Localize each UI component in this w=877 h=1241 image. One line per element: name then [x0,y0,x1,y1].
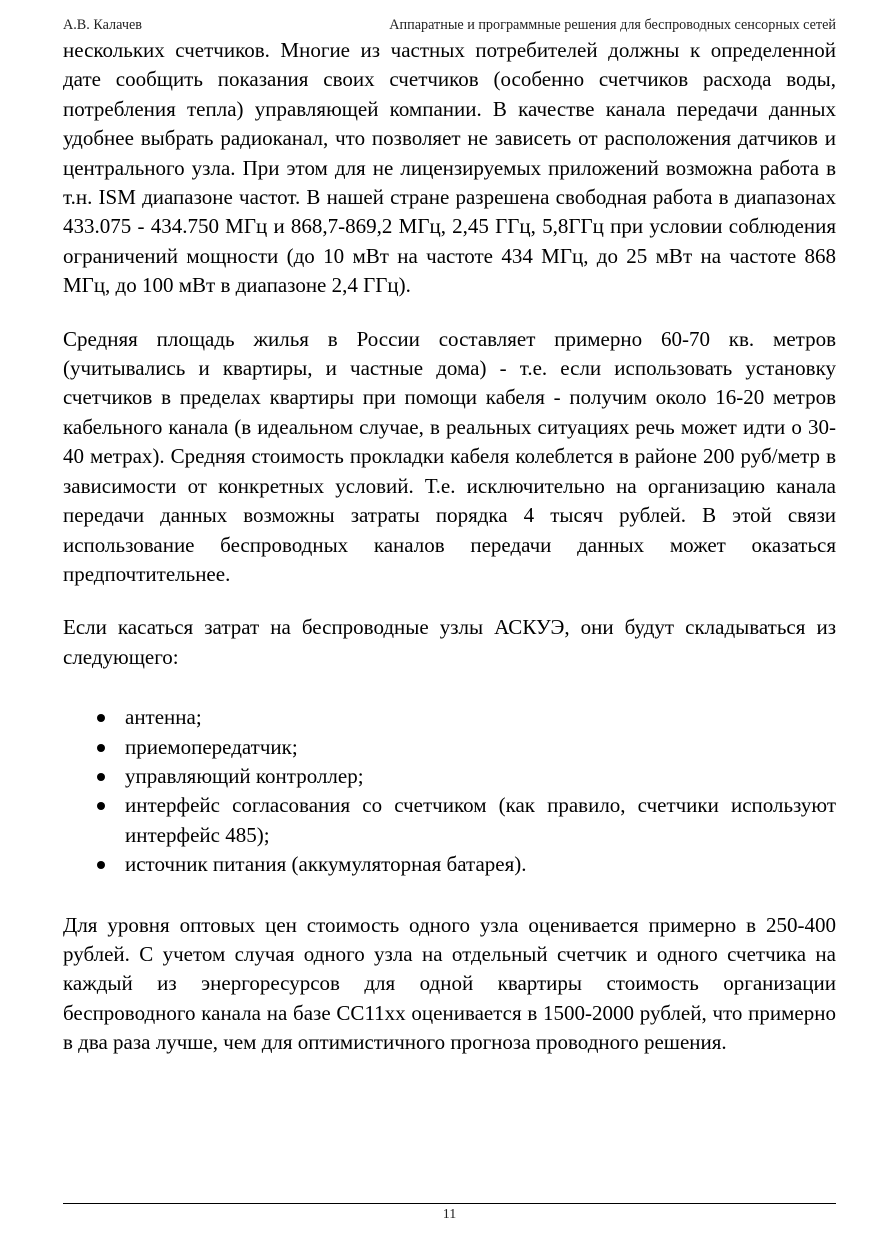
list-item-text: источник питания (аккумуляторная батарея). [125,852,527,877]
paragraph-node-costs-intro: Если касаться затрат на беспроводные узлы АСКУЭ, они будут складываться из следующего: [63,615,836,669]
document-page [63,0,836,1241]
list-item [63,791,836,850]
header-author: А.В. Калачев [63,17,142,33]
page-body [63,36,836,1058]
running-header [63,15,836,35]
bullet-icon [97,744,105,752]
list-item-text: управляющий контроллер; [125,763,364,788]
bullet-icon [97,714,105,722]
list-item [63,703,836,732]
bullet-icon [97,802,105,810]
list-item [63,762,836,791]
paragraph-frequency-bands: нескольких счетчиков. Многие из частных потребителей должны к определенной дате сообщить показания своих счетчиков (особенно счетчиков расхода воды, потребления тепла) управляющей компании. В качестве канала передачи данных удобнее выбрать радиоканал, что позволяет не зависеть от расположения датчиков и центрального узла. При этом для не лицензируемых приложений возможна работа в т.н. ISM диапазоне частот. В нашей стране разрешена свободная работа в диапазонах 433.075 - 434.750 МГц и 868,7-869,2 МГц, 2,45 ГГц, 5,8ГГц при условии соблюдения ограничений мощности (до 10 мВт на частоте 434 МГц, до 25 мВт на частоте 868 МГц, до 100 мВт в диапазоне 2,4 ГГц). [63,38,836,298]
list-item-text: приемопередатчик; [125,734,298,759]
list-item [63,850,836,879]
footer-divider [63,1203,836,1204]
paragraph-cable-cost: Средняя площадь жилья в России составляет примерно 60-70 кв. метров (учитывались и квартиры, и частные дома) - т.е. если использовать установку счетчиков в пределах квартиры при помощи кабеля - получим около 16-20 метров кабельного канала (в идеальном случае, в реальных ситуациях речь может идти о 30-40 метрах). Средняя стоимость прокладки кабеля колеблется в районе 200 руб/метр в зависимости от конкретных условий. Т.е. исключительно на организацию канала передачи данных возможны затраты порядка 4 тысяч рублей. В этой связи использование беспроводных каналов передачи данных может оказаться предпочтительнее. [63,326,836,586]
list-item-text: антенна; [125,705,202,730]
node-components-list [63,703,836,879]
header-title: Аппаратные и программные решения для беспроводных сенсорных сетей [389,17,836,33]
page-number: 11 [442,1207,457,1222]
bullet-icon [97,773,105,781]
bullet-icon [97,861,105,869]
paragraph-wholesale-price: Для уровня оптовых цен стоимость одного узла оценивается примерно в 250-400 рублей. С учетом случая одного узла на отдельный счетчик и одного счетчика на каждый из энергоресурсов для одной квартиры стоимость организации беспроводного канала на базе CC11xx оценивается в 1500-2000 рублей, что примерно в два раза лучше, чем для оптимистичного прогноза проводного решения. [63,912,836,1055]
list-item-text: интерфейс согласования со счетчиком (как правило, счетчики используют интерфейс 485); [125,793,836,847]
list-item [63,733,836,762]
